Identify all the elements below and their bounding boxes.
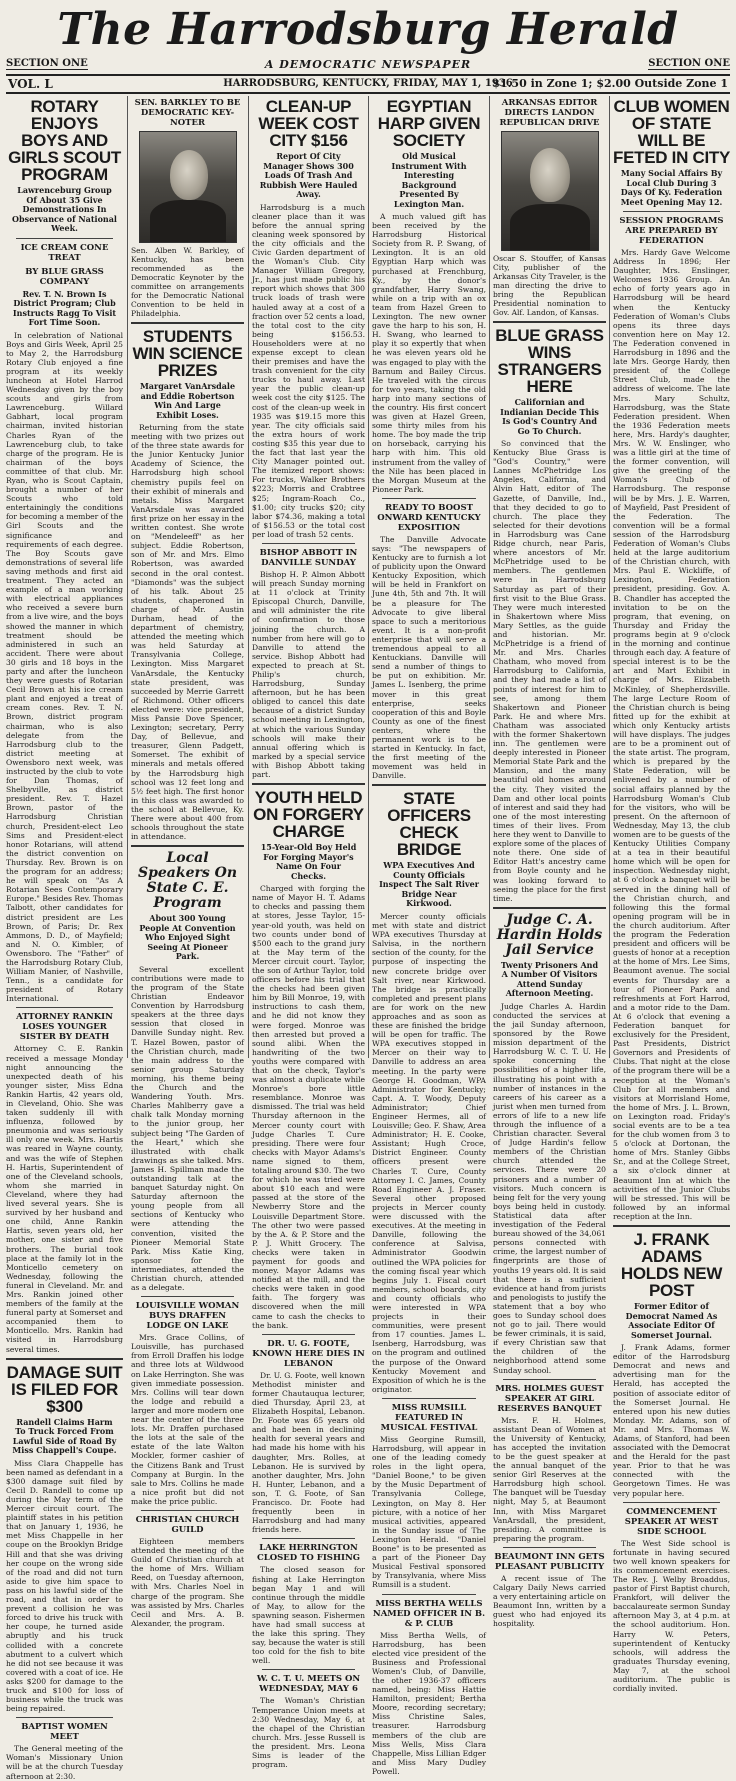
deck-state-officers: WPA Executives And County Officials Inspect The Salt River Bridge Near Kirkwood.: [379, 860, 479, 909]
subhead-foote: DR. U. G. FOOTE, KNOWN HERE DIES IN LEBANON: [252, 1338, 365, 1369]
article-holmes: Mrs. F. H. Holmes, assistant Dean of Women at the University of Kentucky, has accepted the invitation to be the guest speaker at the annual banquet of the senior Girl Reserves at the Harrodsburg high school. The banquet will be Tuesday night, May 5, at Beaumont Inn, with Miss Margaret VanArsdall, the president, presiding. A committee is preparing the program.: [493, 1415, 606, 1543]
headline-damage-suit: DAMAGE SUIT IS FILED FOR $300: [6, 1362, 123, 1416]
article-wctu: The Woman's Christian Temperance Union meets at 2:30 Wednesday, May 6, at the chapel of the Christian church. Mrs. Jesse Russell is the president. Mrs. Leona Sims is leader of the program.: [252, 1696, 365, 1770]
article-rotary: In celebration of National Boys and Girls Week, April 25 to May 2, the Harrodsburg Rotary Club enjoyed a fine program at its weekly luncheon at Hotel Harrod Wednesday given by the boy scouts and girls from Lawrenceburg. Willard Gabhart, local program chairman, invited historian Charles Ryan of the Lawrenceburg club, to take charge of the program. He is chairman of the boys committee of that club. Mr. Ryan, who is Scout Captain, brought a number of her Scouts who told entertainingly the conditions for becoming a member of the Girl Scouts and the significance and requirements of each degree. The Boy Scouts gave demonstrations of several life saving methods and first aid treatment. They acted an example of a man working with electrical appliances who received a severe burn from a live wire, and the boys showed the manner in which treatment should be administered in such an accident. There were about 30 girls and 18 boys in the party and after the luncheon they were guests of Rotarian Cecil Brown at his ice cream plant and enjoyed a treat of cream cones. Rev. T. N. Brown, district program chairman, who is also delegate from the Harrodsburg club to the district meeting at Owensboro next week, was instructed by the club to vote for Dan Thomas, of Shelbyville, as district president. Rev. T. Hazel Brown, pastor of the Harrodsburg Christian church, President-elect Leo Sims and President-elect honor Rotarians, will attend the district convention on Thursday. Rev. Brown is on the program for an address; he will speak on "As A Rotarian Sees Contemporary Europe." Besides Rev. Thomas Talbott, other candidates for district president are Les Brown, of Paris; Dr. Rex Ammons, D. D., of Mayfield; and N. O. Kimbler, of Owensboro. The "Father" of the Harrodsburg Rotary Club, William Manier, of Nashville, Tenn., is a candidate for president of Rotary International.: [6, 330, 123, 1004]
headline-students: STUDENTS WIN SCIENCE PRIZES: [132, 327, 243, 380]
column-rule: [489, 96, 490, 1058]
article-foote: Dr. U. G. Foote, well known Methodist minister and former Chautauqua lecturer, died Thursday, April 23, at Elizabeth Hospital, Lebanon. Dr. Foote was 65 years old and had been in declining health for several years and had made his home with his daughter, Mrs. Rolles, at Lebanon. He is survived by another daughter, Mrs. John H. Hunter, Lebanon, and a son, T. G. Foote, of San Francisco. Dr. Foote had frequently been in Harrodsburg and had many friends here.: [252, 1370, 365, 1535]
column-rule: [368, 96, 369, 1058]
newspaper-page: [6, 4, 730, 1781]
subhead-exposition: READY TO BOOST ONWARD KENTUCKY EXPOSITION: [377, 502, 481, 533]
newspaper-title: The Harrodsburg Herald: [57, 4, 679, 55]
article-students: Returning from the state meeting with two prizes out of the three state awards for the Junior Kentucky Junior Academy of Science, the Harrodsburg high school chemistry pupils feel on their exhibit of minerals and metals. Miss Margaret VanArsdale was awarded first prize on her essay in the written contest. She wrote on "Mendeleeff" as her subject. Eddie Robertson, son of Mr. and Mrs. Elmo Robertson, was awarded second in the oral contest. "Diamonds" was the subject of his talk. About 25 students, chaperoned in charge of Mr. Austin Durham, head of the department of chemistry, attended the meeting which was held Saturday at Transylvania College, Lexington. Miss Margaret VanArsdale, the Kentucky state president, was succeeded by Merrie Garrett of Richmond. Other officers elected were: vice president, Miss Pansie Dove Spencer, Lexington; secretary, Perry Day, of Bellevue, and treasurer, Glenn Padgett, Somerset. The exhibit of minerals and metals offered by the Harrodsburg high school was 12 feet long and 5½ feet high. The first honor in this class was awarded to the school at Bellevue, Ky. There were about 400 from schools throughout the state in attendance.: [131, 423, 244, 842]
masthead: [6, 4, 730, 56]
headline-egyptian-harp: EGYPTIAN HARP GIVEN SOCIETY: [377, 97, 481, 150]
article-judge-hardin: Judge Charles A. Hardin conducted the services at the jail Sunday afternoon, sponsored by the Rowe mission department of the Harrodsburg W. C. T. U. He spoke concerning the possibilities of a higher life, illustrating his point with a number of instances in the careers of his career as a jurist when men turned from errors of life to a new life through the influence of a Christian character. Several of Judge Hardin's fellow members of the Christian church attended the services. There were 20 prisoners and a number of visitors. Much concern is being felt for the very young boys being held in custody. Statistical data after investigation of the Federal bureau showed of the 34,061 persons connected with crime, the largest number of fingerprints are those of youths 19 years old. It is said that there is a sufficient evidence at hand from jurists and penologists to justify the statement that a boy who goes to Sunday school does not go to jail. There would be fewer criminals, it is said, if every Christian saw that the children of the neighborhood attend some Sunday school.: [493, 1001, 606, 1375]
deck-forgery: 15-Year-Old Boy Held For Forging Mayor's Name On Four Checks.: [260, 842, 357, 881]
article-state-officers: Mercer county officials met with state and district WPA executives Thursday at Salvisa, in the northern section of the county, for the purpose of inspecting the new concrete bridge over Salt river, near Kirkwood. The bridge is practically completed and present plans are for work on the new approaches and as soon as these are finished the bridge will be open for traffic. The WPA executives stopped in Mercer on their way to Danville to address an area meeting. In the party were George H. Goodman, WPA Administrator for Kentucky; Capt. A. T. Woody, Deputy Administrator; Chief Engineer Hermes, all of Louisville; Geo. F. Shaw, Area Administrator; H. E. Cooke, Assistant; Hugh Croce, District Engineer. County officers present were Charles T. Cure, County Attorney I. C. James, County Road Engineer A. J. Fraser. Several other proposed projects in Mercer county were discussed with the executives. At the meeting in Danville, following the conference at Salvisa, Administrator Goodwin outlined the WPA policies for the coming fiscal year which begins July 1. Fiscal court members, school boards, city and county officials who were interested in WPA projects in their communities, were present from 17 counties. James L. Isenberg, Harrodsburg, was on the program and outlined the purpose of the Onward Kentucky Movement and Exposition of which he is the originator.: [372, 911, 486, 1394]
stouffer-photo: [501, 131, 599, 251]
deck-clean-up: Report Of City Manager Shows 300 Loads Of Trash And Rubbish Were Hauled Away.: [259, 151, 358, 199]
column-rule: [609, 96, 610, 1058]
article-exposition: The Danville Advocate says: "The newspapers of Kentucky are to furnish a lot of publicity upon the Onward Kentucky Exposition, which will be held in Frankfort on June 4th, 5th and 7th. It will be a pleasure for The Advocate to give liberal space to such a meritorious event. It is a non-profit enterprise that will serve a tremendous appeal to all Kentuckians. Danville will send a number of things to be put on exhibition. Mr. James L. Isenberg, the prime mover in this great enterprise, seeks cooperation of this and Boyle County as one of the finest centers, where the permanent work is to be started in Kentucky. In fact, the first meeting of the movement was held in Danville.: [372, 534, 486, 781]
dateline-bar: [6, 74, 730, 94]
barkley-photo: [139, 131, 237, 243]
subscription-price: $1.50 in Zone 1; $2.00 Outside Zone 1: [492, 77, 728, 90]
column-1: [6, 96, 123, 1781]
article-bertha-wells: Miss Bertha Wells, of Harrodsburg, has been elected vice president of the Business and Professional Women's Club, of Danville, the other 1936-37 officers named, being: Miss Hattie Hamilton, president; Bertha Moore, recording secretary; Miss Christine Sales, treasurer. Harrodsburg members of the club are Miss Wells, Miss Clara Chappelle, Miss Lillian Edger and Miss Mary Dudley Powell.: [372, 1630, 487, 1776]
article-beaumont: A recent issue of The Calgary Daily News carried a very entertaining article on Beaumont Inn, written by a guest who had enjoyed its hospitality.: [493, 1573, 606, 1629]
article-rumsill: Miss Georgine Rumsill, Harrodsburg, will appear in one of the leading comedy roles in the light opera, "Daniel Boone," to be given by the Music Department of Transylvania College, Lexington, on May 8. Her picture, with a notice of her musical activities, appeared in the Sunday issue of The Lexington Herald. "Daniel Boone" is to be presented as a part of the Pioneer Day Musical Festival sponsored by Transylvania, where Miss Rumsill is a student.: [372, 1434, 486, 1590]
article-local-speakers: Several excellent contributions were made to the program of the State Christian Endeavor Convention by Harrodsburg speakers at the three days session that closed in Danville Sunday night. Rev. T. Hazel Bowen, pastor of the Christian church, made the main address to the senior group Saturday morning, his theme being the Church and the Wandering Youth. Mrs. Charles Mahlberry gave a chalk talk Monday morning to the junior group, her subject being "The Garden of the Heart," which she illustrated with chalk drawings as she talked. Mrs. James H. Spillman made the outstanding talk at the banquet Saturday night. On Saturday afternoon the young people from all sections of Kentucky who were attending the convention, visited the Pioneer Memorial State Park. Miss Katie King, sponsor for the intermediates, attended the Christian church, attended as a delegate.: [131, 964, 244, 1293]
photo-label-stouffer: ARKANSAS EDITOR DIRECTS LANDON REPUBLICAN DRIVE: [499, 98, 600, 128]
section-row: [6, 58, 730, 72]
column-4: [372, 96, 487, 1776]
subhead-holmes: MRS. HOLMES GUEST SPEAKER AT GIRL RESERVES BANQUET: [495, 1383, 604, 1414]
column-6: [613, 96, 730, 1694]
article-clean-up: Harrodsburg is a much cleaner place than it was before the annual spring cleaning week sponsored by the city officials and the Civic Garden department of the Woman's Club. City Manager William Gregory, Jr., has just made public his report which shows that 300 truck loads of trash were hauled away at a cost of a fraction over 52 cents a load, the total cost to the city being $156.53. Householders were at no expense except to clean their premises and have the trash convenient for the city trucks to haul away. Last year the public clean-up week cost the city $125. The cost of the clean-up week in 1935 was $19.15 more this year. The city officials said the extra hours of work costing $35 this year due to the fact that last year the City Manager pointed out. The itemized report shows: For trucks, Walker Brothers $223; Morris and Crabtree $25; Ingram-Roach Co., $1.00; city trucks $20; city labor $74.36, making a total of $156.53 or the total cost per load of trash 52 cents.: [252, 202, 365, 539]
motto: A DEMOCRATIC NEWSPAPER: [264, 58, 472, 71]
column-3: [252, 96, 365, 1770]
subhead-blue-grass: BY BLUE GRASS COMPANY: [25, 266, 104, 287]
subhead-rumsill: MISS RUMSILL FEATURED IN MUSICAL FESTIVAL: [380, 1402, 478, 1433]
deck-club-women: Many Social Affairs By Local Club During 3 Days Of Ky. Federation Meet Opening May 12.: [620, 168, 723, 207]
headline-frank-adams: J. FRANK ADAMS HOLDS NEW POST: [620, 1230, 723, 1301]
column-5: [493, 96, 606, 1629]
article-blue-grass: So convinced that the Kentucky Blue Grass is "God's Country," were Lannes McPhetridge Los Angeles, California, and Alvin Hatt, editor of The Gazette, of Danville, Ind., that they decided to go to church. The place they selected for their devotions in Harrodsburg was Cane Ridge church, near Paris, where ancestors of Mr. McPhetridge used to be members. The gentlemen were in Harrodsburg Saturday as part of their first visit to the Blue Grass. They were much interested in Shakertown where Miss Mary Settles, as the guide and historian. Mr. McPhetridge is a friend of Mr. and Mrs. Charles Chatham, who moved from Harrodsburg to California, and they had made a list of points of interest for him to see, among them Shakertown and Pioneer Park. He and where Mrs. Chatham was associated with the former Shakertown inn. The gentlemen were deeply interested in Pioneer Memorial State Park and the Mansion, and the many beautiful old homes around the city. They visited the Dam and other local points of interest and said they had one of the most interesting times of their lives. From here they went to Danville to explore some of the places of note there. One side of Editor Hatt's ancestry came from Boyle county and he was looking forward to seeing the place for the first time.: [493, 439, 606, 903]
photo-caption-barkley: Sen. Alben W. Barkley, of Kentucky, has been recommended as the Democratic Keynoter by the committee on arrangements for the Democratic National Convention to be held in Philadelphia.: [131, 246, 244, 318]
article-club-women: Mrs. Hardy Gave Welcome Address In 1896; Her Daughter, Mrs. Enslinger, Welcomes 1936 Group. An echo of forty years ago in Harrodsburg will be heard when the Kentucky Federation of Woman's Clubs opens its three days convention here on May 12. The Federation convened in Harrodsburg in 1896 and the late Mrs. George Hardy, then president of the College Street Club, made the address of welcome. The late Mrs. Mary Schultz, Harrodsburg, was the State Federation president. When the 1936 Federation meets here, Mrs. Hardy's daughter, Mrs. W. W. Enslinger, who was a little girl at the time of the former convention, will give the greeting of the Woman's Club of Harrodsburg. The response will be by Mrs. J. E. Warren, of Mayfield, Past President of the Federation. The convention will be a formal session of the Harrodsburg Federation of Woman's Clubs held at the large auditorium of the Christian church, with Mrs. Paul E. Wickliffe, of Lexington, Federation president, presiding. Gov. A. B. Chandler has accepted the invitation to be on the program, that evening, on Thursday and Friday the programs begin at 9 o'clock in the morning and continue through each day. A feature of special interest is to be the art and Mart Exhibit in charge of Mrs. Elizabeth McKinley, of Shepherdsville. The large Lecture Room of the Christian church is being fitted up for the exhibit at which only Kentucky artists will have displays. The judges are to be a prominent out of the state artist. The program, which is prepared by the State Federation, will be enlivened by a number of social affairs planned by the Harrodsburg Woman's Club for the visitors, who will be present. On the afternoon of Wednesday, May 13, the club women are to be guests of the Kentucky Utilities Company at a tea in their beautiful home which will be open for inspection. Wednesday night, at 6 o'clock a banquet will be served in the dining hall of the Christian church, and following this the formal opening program will be in the church auditorium. After the program the Federation president and officers will be guests of honor at a reception at the home of Mrs. Lee Sims, Beaumont avenue. The social events for Thursday are a tour of Pioneer Park and refreshments at Fort Harrod, and a motor ride to the Dam. At 6 o'clock that evening a Federation banquet for exclusively for the President, Past Presidents, District Governors and Presidents of Clubs. That night at the close of the program there will be a reception at the Woman's Club for all members and visitors at Morrisland Home, the home of Mrs. J. L. Brown, on Lexington road. Friday's social events are to be a tea for the club women from 3 to 5 o'clock at Dortonan, the home of Mrs. Stanley Gibbs Sr., and at the College Street, a six o'clock dinner at Beaumont Inn at which the activities of the Junior Clubs will be stressed. This will be followed by an informal reception at the Inn.: [613, 248, 730, 1221]
column-rule: [127, 96, 128, 1058]
subhead-wctu: W. C. T. U. MEETS ON WEDNESDAY, MAY 6: [256, 1674, 361, 1695]
deck-judge-hardin: Twenty Prisoners And A Number Of Visitors Attend Sunday Afternoon Meeting.: [500, 959, 599, 999]
column-2: [131, 96, 244, 1628]
article-forgery: Charged with forging the name of Mayor H. T. Adams to checks and passing them at stores, Jesse Taylor, 15-year-old youth, was held on two counts under bond of $500 each to the grand jury at the May term of the Mercer circuit court. Taylor, the son of Arthur Taylor, told officers before his trial that the checks had been given him by Bill Monroe, 19, with instructions to cash them, and he did not know they were forged. Monroe was then arrested but proved a sound alibi. When the handwriting of the two youths were compared with that on the check, Taylor's was almost a duplicate while Monroe's bore little resemblance. Monroe was dismissed. The trial was held Thursday afternoon in the Mercer county court with Judge Charles T. Cure presiding. There were four checks with Mayor Adams's name signed to them, totaling around $30. The two for which he was tried were about $10 each and were passed at the store of the Newberry Store and the Louisville Department Store. The other two were passed by the A. & P. Store and the P. J. Whitt Grocery. The checks were taken in payment for goods and money. Mayor Adams was notified at the mill, and the checks were taken in good faith. The forgery was discovered when the mill came to cash the checks to the bank.: [252, 884, 365, 1330]
headline-forgery: YOUTH HELD ON FORGERY CHARGE: [253, 788, 364, 842]
volume-label: VOL. L: [8, 77, 53, 91]
subhead-beaumont: BEAUMONT INN GETS PLEASANT PUBLICITY: [494, 1551, 605, 1572]
deck-damage-suit: Randell Claims Harm To Truck Forced From Lawful Side of Road By Miss Chappell's Coupe.: [12, 1416, 117, 1456]
subhead-ice-cream: ICE CREAM CONE TREAT: [20, 242, 109, 263]
article-bishop: Bishop H. P. Almon Abbott will preach Sunday morning at 11 o'clock at Trinity Episcopal Church, Danville, and will administer the rite of confirmation to those joining the church. A number from here will go to Danville to attend the service. Bishop Abbott had expected to preach at St. Philip's church, Harrodsburg, Sunday afternoon, but he has been obliged to cancel this date because of a district Sunday school meeting in Lexington, at which the various Sunday schools will make their annual offering which is marked by a special service with Bishop Abbott taking part.: [252, 569, 365, 780]
article-frank-adams: J. Frank Adams, former editor of the Harrodsburg Democrat and news and advertising man for the Herald, has accepted the position of associate editor of the Somerset Journal. He entered upon his new duties Monday. Mr. Adams, son of Mr. and Mrs. Thomas W. Adams, of Stanford, had been associated with the Democrat and the Herald for the past year. Prior to that he was connected with the Georgetown Times. He was very popular here.: [613, 1343, 730, 1498]
column-rule: [248, 96, 249, 1058]
article-louisville-woman: Mrs. Grace Collins, of Louisville, has purchased from Erroll Draffen his lodge and three lots at Wildwood on Lake Herrington. She was given immediate possession. Mrs. Collins will tear down the lodge and rebuild a larger and more modern one near the center of the three lots. Mr. Draffen purchased the lots at the sale of the estate of the late Walton Mockler, former cashier of the Citizens Bank and Trust Company at Burgin. In the sale to Mrs. Collins he made a nice profit but did not make the price public.: [131, 1333, 244, 1506]
article-rankin: Attorney C. E. Rankin received a message Monday night announcing the unexpected death of his younger sister, Miss Edna Rankin Hartis, 42 years old, in Cleveland, Ohio. She was taken suddenly ill with influenza, followed by pneumonia and was seriously ill only one week. Mrs. Hartis was reared in Wayne county, and was the wife of Stephen H. Hartis, Superintendent of one of the Cleveland schools, whom she married in Cleveland, where they had lived several years. She is survived by her husband and one child, Anne Rankin Hartis, seven years old, her mother, one sister and five brothers. The burial took place at the family lot in the Monticello cemetery on Wednesday, following the funeral in Cleveland. Mr. and Mrs. Rankin joined other members of the family at the funeral party at Somerset and accompanied them to Monticello. Mrs. Rankin had visited in Harrodsburg several times.: [6, 1044, 123, 1354]
deck-egyptian-harp: Old Musical Instrument With Interesting Background Presented By Lexington Man.: [391, 151, 467, 209]
subhead-guild: CHRISTIAN CHURCH GUILD: [135, 1514, 240, 1535]
deck-local-speakers: About 300 Young People At Convention Who Enjoyed Sight Seeing At Pioneer Park.: [139, 913, 236, 962]
headline-rotary: ROTARY ENJOYS BOYS AND GIRLS SCOUT PROGRAM: [8, 97, 121, 184]
article-egyptian-harp: A much valued gift has been received by the Harrodsburg Historical Society from R. P. Swang, of Lexington. It is an old Egyptian Harp which was purchased at Frenchburg, Ky., by the donor's grandfather, Harry Swang, while on a trip with an ox team from Hazel Green to Lexington. The new owner gave the harp to his son, H. H. Swang, who learned to play it so expertly that when he was eleven years old he was engaged to play with the Barnum and Bailey Circus. He traveled with the circus for two years, taking the old harp into many sections of the country. His first concert was given at Hazel Green, some thirty miles from his home. The boy made the trip on horseback, carrying his harp with him. This old instrument from the valley of the Nile has been placed in the Morgan Museum at the Pioneer Park.: [372, 212, 486, 494]
subhead-commencement: COMMENCEMENT SPEAKER AT WEST SIDE SCHOOL: [624, 1506, 719, 1537]
subhead-rankin: ATTORNEY RANKIN LOSES YOUNGER SISTER BY DEATH: [16, 1012, 113, 1043]
deck-students: Margaret VanArsdale and Eddie Robertson Win And Large Exhibit Loses.: [139, 381, 236, 420]
subhead-bertha-wells: MISS BERTHA WELLS NAMED OFFICER IN B. & P. CLUB: [372, 1598, 486, 1629]
headline-blue-grass: BLUE GRASS WINS STRANGERS HERE: [495, 326, 604, 396]
headline-clean-up: CLEAN-UP WEEK COST CITY $156: [258, 97, 359, 150]
subhead-session-programs: SESSION PROGRAMS ARE PREPARED BY FEDERATION: [619, 216, 724, 246]
deck-frank-adams: Former Editor of Democrat Named As Associate Editor Of Somerset Journal.: [625, 1301, 718, 1340]
subhead-baptist: BAPTIST WOMEN MEET: [21, 1722, 108, 1743]
article-baptist: The General meeting of the Woman's Missionary Union will be at the church Tuesday afternoon at 2:30.: [6, 1744, 123, 1781]
subhead-louisville-woman: LOUISVILLE WOMAN BUYS DRAFFEN LODGE ON LAKE: [135, 1301, 240, 1332]
deck-blue-grass: Californian and Indianian Decide This Is God's Country And Go To Church.: [500, 397, 599, 436]
dateline: HARRODSBURG, KENTUCKY, FRIDAY, MAY 1, 1936: [223, 78, 513, 89]
photo-label-barkley: SEN. BARKLEY TO BE DEMOCRATIC KEY-NOTER: [134, 98, 241, 128]
headline-club-women: CLUB WOMEN OF STATE WILL BE FETED IN CITY: [613, 97, 730, 167]
headline-judge-hardin: Judge C. A. Hardin Holds Jail Service: [496, 911, 603, 958]
article-lake: The closed season for fishing at Lake Herrington began May 1 and will continue through the middle of May, to allow for the spawning season. Fishermen have had small success at the lake this spring. They say, because the water is still too cold for the fish to bite well.: [252, 1565, 365, 1666]
article-commencement: The West Side school is fortunate in having secured two well known speakers for its commencement exercises. The Rev. J. Welby Broaddus, pastor of First Baptist church, Frankfort, will deliver the baccalaureate sermon Sunday afternoon May 3, at 4 p.m. at the school auditorium. Hon. Harry W. Peters, superintendent of Kentucky schools, will address the graduates Thursday evening, May 7, at the school auditorium. The public is cordially invited.: [613, 1538, 730, 1694]
headline-state-officers: STATE OFFICERS CHECK BRIDGE: [387, 789, 471, 860]
headline-local-speakers: Local Speakers On State C. E. Program: [138, 850, 237, 912]
article-guild: Eighteen members attended the meeting of the Guild of Christian church at the home of Mrs. William Reed, on Tuesday afternoon, with Mrs. Charles Noel in charge of the program. She was assisted by Mrs. Charles Cecil and Mrs. A. B. Alexander, the program.: [131, 1536, 244, 1628]
subhead-lake: LAKE HERRINGTON CLOSED TO FISHING: [257, 1543, 360, 1564]
section-label-left: SECTION ONE: [6, 58, 88, 69]
deck-rotary-2: Rev. T. N. Brown Is District Program; Club Instructs Ragg To Visit Fort Time Soon.: [12, 288, 117, 327]
subhead-bishop: BISHOP ABBOTT IN DANVILLE SUNDAY: [259, 547, 358, 568]
article-damage-suit: Miss Clara Chappelle has been named as defendant in a $300 damage suit filed by Cecil D. Randell to come up during the May term of the Mercer circuit court. The plaintiff states in his petition that on January 1, 1936, he met Miss Chappelle in her coupe on the Brooklyn Bridge Hill and that she was driving her coupe on the wrong side of the road and did not turn aside to give him space to pass on his lawful side of the road, and that in order to prevent a collision he was forced to drive his truck with her coupe, he turned aside abruptly and his truck collided with a concrete abutment to a culvert which he did not see because it was covered with a coat of ice. He asks $200 for damage to the truck and $100 for loss of business while the truck was being repaired.: [6, 1458, 123, 1714]
photo-caption-stouffer: Oscar S. Stouffer, of Kansas City, publisher of the Arkansas City Traveler, is the man directing the drive to bring the Republican Presidential nomination to Gov. Alf. Landon, of Kansas.: [493, 254, 606, 317]
deck-rotary: Lawrenceburg Group Of About 35 Give Demonstrations In Observance of National Week.: [12, 185, 117, 233]
section-label-right: SECTION ONE: [648, 58, 730, 69]
